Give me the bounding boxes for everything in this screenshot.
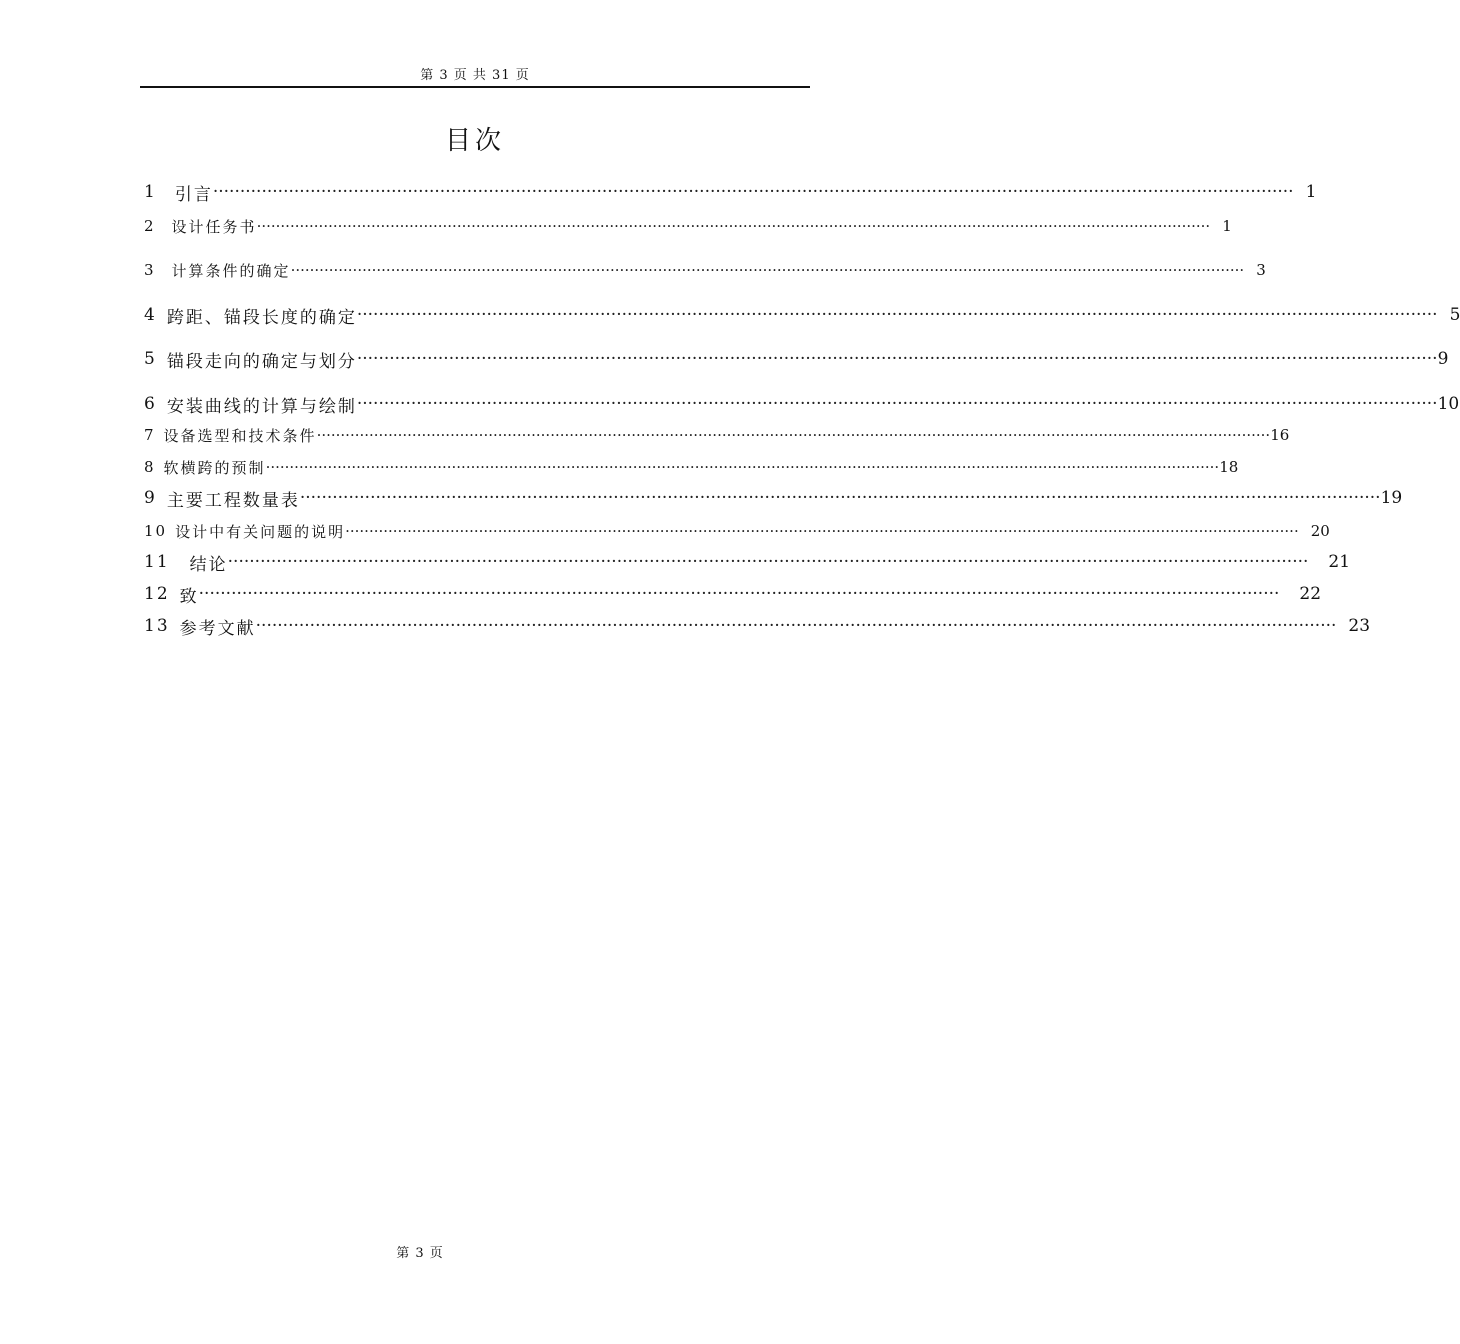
toc-entry-number: 10 <box>144 522 168 540</box>
toc-leader-dots: ········································································································································································································ <box>316 426 1271 444</box>
toc-entry-number: 6 <box>144 394 157 414</box>
toc-entry[interactable] <box>144 424 1290 446</box>
toc-leader-dots: ········································································································································································································ <box>345 522 1299 540</box>
toc-entry-number: 7 <box>144 426 156 444</box>
toc-leader-dots: ········································································································································································································ <box>299 488 1381 508</box>
toc-entry-number: 11 <box>144 552 170 572</box>
toc-entry-label: 结论 <box>189 554 228 575</box>
toc-entry-number: 9 <box>144 488 157 508</box>
toc-entry[interactable] <box>144 615 1371 639</box>
toc-entry-page: 9 <box>1437 349 1449 369</box>
toc-title: 目次 <box>444 126 505 156</box>
toc-entry-label: 锚段走向的确定与划分 <box>166 351 357 372</box>
toc-leader-dots: ········································································································································································································ <box>290 261 1245 279</box>
toc-entry-page: 22 <box>1299 584 1322 604</box>
toc-leader-dots: ········································································································································································································ <box>256 217 1211 235</box>
toc-entry[interactable] <box>144 304 1460 328</box>
toc-entry-number: 5 <box>144 349 157 369</box>
toc-leader-dots: ········································································································································································································ <box>356 394 1438 414</box>
toc-entry-label: 设备选型和技术条件 <box>163 426 317 445</box>
toc-entry-label: 计算条件的确定 <box>171 261 291 280</box>
toc-entry[interactable] <box>144 487 1403 511</box>
toc-entry-label: 引言 <box>174 184 213 205</box>
toc-entry-page: 1 <box>1222 217 1232 235</box>
toc-entry-number: 13 <box>144 616 170 636</box>
toc-leader-dots: ········································································································································································································ <box>255 616 1337 636</box>
toc-entry-number: 4 <box>144 305 157 325</box>
toc-leader-dots: ········································································································································································································ <box>265 458 1220 476</box>
toc-entry-label: 安装曲线的计算与绘制 <box>166 396 357 417</box>
toc-entry-number: 2 <box>144 217 156 235</box>
toc-entry-page: 18 <box>1219 458 1239 476</box>
toc-entry[interactable] <box>144 583 1322 607</box>
toc-entry-page: 5 <box>1449 305 1460 325</box>
toc-entry[interactable] <box>144 181 1317 205</box>
toc-entry[interactable] <box>144 456 1239 478</box>
toc-entry-number: 8 <box>144 458 156 476</box>
toc-leader-dots: ········································································································································································································ <box>212 182 1294 202</box>
toc-entry[interactable] <box>144 520 1330 542</box>
toc-entry-label: 设计任务书 <box>171 217 257 236</box>
toc-entry-page: 23 <box>1348 616 1371 636</box>
page-header: 第 3 页 共 31 页 <box>420 68 530 83</box>
toc-entry-page: 21 <box>1328 552 1351 572</box>
toc-leader-dots: ········································································································································································································ <box>198 584 1280 604</box>
toc-entry-label: 致 <box>179 586 199 607</box>
page-footer: 第 3 页 <box>396 1246 444 1261</box>
toc-entry-page: 1 <box>1305 182 1317 202</box>
toc-entry[interactable] <box>144 215 1232 237</box>
toc-entry-number: 3 <box>144 261 156 279</box>
toc-entry[interactable] <box>144 393 1460 417</box>
toc-entry-page: 20 <box>1310 522 1330 540</box>
toc-entry[interactable] <box>144 348 1449 372</box>
toc-entry-page: 3 <box>1256 261 1266 279</box>
toc-entry-page: 10 <box>1437 394 1460 414</box>
toc-leader-dots: ········································································································································································································ <box>227 552 1309 572</box>
toc-entry-label: 设计中有关问题的说明 <box>175 522 346 541</box>
toc-entry[interactable] <box>144 259 1266 281</box>
toc-entry-label: 主要工程数量表 <box>166 490 300 511</box>
toc-entry-number: 1 <box>144 182 157 202</box>
toc-entry-page: 19 <box>1380 488 1403 508</box>
toc-entry-label: 跨距、锚段长度的确定 <box>166 307 357 328</box>
toc-entry-label: 参考文献 <box>179 618 256 639</box>
header-rule <box>140 86 810 88</box>
toc-entry-page: 16 <box>1270 426 1290 444</box>
toc-entry[interactable] <box>144 551 1351 575</box>
toc-leader-dots: ········································································································································································································ <box>356 349 1438 369</box>
toc-entry-label: 软横跨的预制 <box>163 458 266 477</box>
toc-leader-dots: ········································································································································································································ <box>356 305 1438 325</box>
toc-entry-number: 12 <box>144 584 170 604</box>
